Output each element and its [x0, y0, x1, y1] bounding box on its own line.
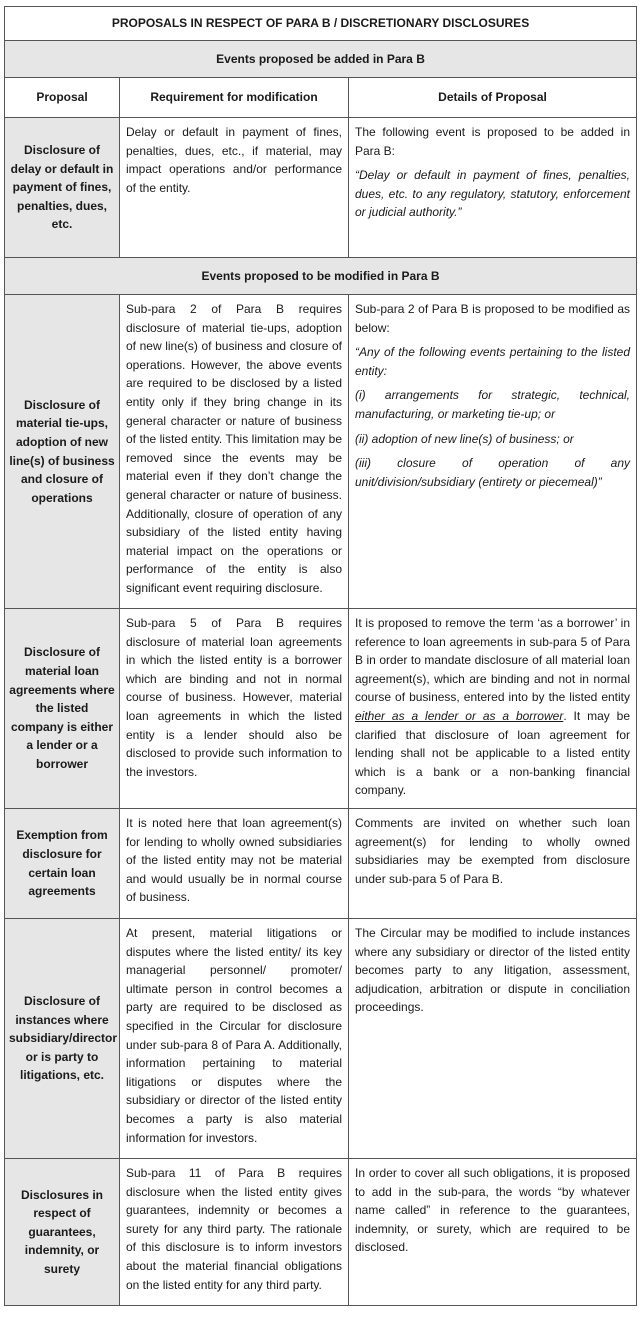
details-item: (i) arrangements for strategic, technical, manufacturing, or marketing tie-up; or	[355, 388, 631, 421]
details-intro: The following event is proposed to be added in Para B:	[355, 125, 631, 158]
details-item: (ii) adoption of new line(s) of business; or	[355, 431, 574, 446]
section-row-added	[5, 41, 637, 78]
details-cell	[349, 118, 637, 258]
table-row	[5, 919, 637, 1159]
details-emphasis: either as a lender or as a borrower	[355, 708, 564, 723]
table-title-row	[5, 7, 637, 41]
column-header-proposal: Proposal	[5, 78, 120, 118]
details-cell	[349, 295, 637, 609]
details-cell: Comments are invited on whether such loan agreement(s) for lending to wholly owned subsidiaries may be exempted from disclosure under sub-para 5 of Para B.	[349, 809, 637, 919]
proposal-cell: Disclosure of delay or default in payment of fines, penalties, dues, etc.	[5, 118, 120, 258]
proposal-cell: Disclosure of instances where subsidiary/director or is party to litigations, etc.	[5, 919, 120, 1159]
proposal-cell: Disclosure of material tie-ups, adoption of new line(s) of business and closure of operations	[5, 295, 120, 609]
section-heading-modified: Events proposed to be modified in Para B	[5, 258, 637, 295]
section-heading-added: Events proposed be added in Para B	[5, 41, 637, 78]
column-header-details: Details of Proposal	[349, 78, 637, 118]
requirement-cell: Delay or default in payment of fines, penalties, dues, etc., if material, may impact operations and/or performance of the entity.	[120, 118, 349, 258]
details-cell: The Circular may be modified to include instances where any subsidiary or director of the listed entity becomes party to any litigation, assessment, adjudication, arbitration or dispute in conciliation proceedings.	[349, 919, 637, 1159]
details-quote: “Delay or default in payment of fines, penalties, dues, etc. to any regulatory, statutory, enforcement or judicial authority.”	[355, 168, 631, 220]
details-quote: “Any of the following events pertaining to the listed entity:	[355, 345, 631, 378]
details-text: . It may be clarified that disclosure of loan agreement for lending shall not be applicable to a listed entity which is a bank or a non-banking financial company.	[355, 708, 631, 798]
table-row	[5, 295, 637, 609]
details-intro: Sub-para 2 of Para B is proposed to be modified as below:	[355, 302, 631, 335]
table-row	[5, 1159, 637, 1306]
details-item: (iii) closure of operation of any unit/division/subsidiary (entirety or piecemeal)”	[355, 456, 631, 489]
column-header-row	[5, 78, 637, 118]
table-row	[5, 609, 637, 809]
requirement-cell: It is noted here that loan agreement(s) for lending to wholly owned subsidiaries of the listed entity may not be material and would usually be in normal course of business.	[120, 809, 349, 919]
requirement-cell: Sub-para 5 of Para B requires disclosure of material loan agreements in which the listed entity is a borrower which are binding and not in normal course of business. However, material loan agreements in which the listed entity is a lender should also be disclosed to provide such information to the investors.	[120, 609, 349, 809]
details-cell: In order to cover all such obligations, it is proposed to add in the sub-para, the words “by whatever name called” in reference to the guarantees, indemnity, or surety, which are required to be disclosed.	[349, 1159, 637, 1306]
section-row-modified	[5, 258, 637, 295]
proposal-cell: Disclosures in respect of guarantees, indemnity, or surety	[5, 1159, 120, 1306]
table-row	[5, 809, 637, 919]
details-text: It is proposed to remove the term ‘as a borrower’ in reference to loan agreements in sub-para 5 of Para B in order to mandate disclosure of all material loan agreement(s), which are binding and not in normal course of business, entered into by the listed entity	[355, 616, 631, 705]
proposal-cell: Disclosure of material loan agreements where the listed company is either a lender or a borrower	[5, 609, 120, 809]
proposal-cell: Exemption from disclosure for certain loan agreements	[5, 809, 120, 919]
table-row	[5, 118, 637, 258]
details-cell	[349, 609, 637, 809]
column-header-requirement: Requirement for modification	[120, 78, 349, 118]
table-title: PROPOSALS IN RESPECT OF PARA B / DISCRETIONARY DISCLOSURES	[5, 7, 637, 41]
proposals-table	[4, 6, 637, 1306]
requirement-cell: Sub-para 11 of Para B requires disclosure when the listed entity gives guarantees, indemnity or becomes a surety for any third party. The rationale of this disclosure is to inform investors about the material financial obligations on the listed entity for any third party.	[120, 1159, 349, 1306]
requirement-cell: Sub-para 2 of Para B requires disclosure of material tie-ups, adoption of new line(s) of business and closure of operations. However, the above events are required to be disclosed by a listed entity only if they bring change in its general character or nature of business of the listed entity. This limitation may be removed since the events may be material even if they don’t change the general character or nature of business. Additionally, closure of operation of any subsidiary of the listed entity having material impact on the operations or performance of the entity is also significant event requiring disclosure.	[120, 295, 349, 609]
requirement-cell: At present, material litigations or disputes where the listed entity/ its key managerial personnel/ promoter/ ultimate person in control becomes a party are required to be disclosed as specified in the Circular for disclosure under sub-para 8 of Para A. Additionally, information pertaining to material litigations or disputes where the subsidiary or director of the listed entity becomes a party is also material information for investors.	[120, 919, 349, 1159]
